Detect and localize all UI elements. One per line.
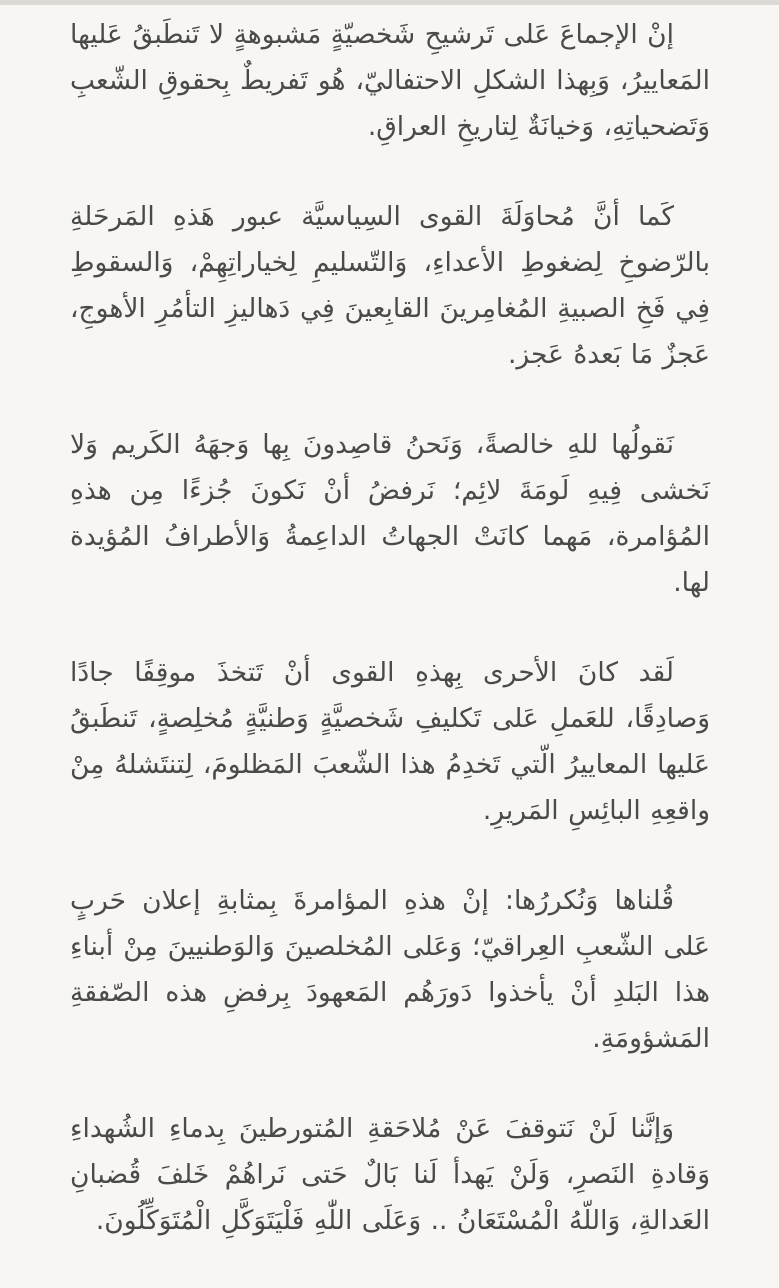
top-divider — [0, 0, 779, 5]
paragraph-4: لَقد كانَ الأحرى بِهذهِ القوى أنْ تَتخذَ موقِفًا جادًا وَصادِقًا، للعَملِ عَلى تَكليفِ شَخصيَّةٍ وَطنيَّةٍ مُخلِصةٍ، تَنطَبقُ عَليها المعاييرُ الّتي تَخدِمُ هذا الشّعبَ المَظلومَ، لِتنتَشلهُ مِنْ واقعِهِ البائِسِ المَريرِ. — [70, 657, 710, 826]
paragraph-3: نَقولُها للهِ خالصةً، وَنَحنُ قاصِدونَ بِها وَجهَهُ الكَريم وَلا نَخشى فِيهِ لَومَةَ لائِم؛ نَرفضُ أنْ نَكونَ جُزءًا مِن هذهِ المُؤامرة، مَهما كانَتْ الجهاتُ الداعِمةُ وَالأطرافُ المُؤيدة لها. — [70, 429, 710, 598]
paragraph-1: إنْ الإجماعَ عَلى تَرشيحِ شَخصيّةٍ مَشبوهةٍ لا تَنطَبقُ عَليها المَعاييرُ، وَبِهذا الشكلِ الاحتفاليّ، هُو تَفريطٌ بِحقوقِ الشّعبِ وَتَضحياتِهِ، وَخيانَةٌ لِتاريخِ العراقِ. — [70, 19, 710, 142]
paragraph-5: قُلناها وَنُكررُها: إنْ هذهِ المؤامرةَ بِمثابةِ إعلان حَربٍ عَلى الشّعبِ العِراقيّ؛ وَعَلى المُخلصينَ وَالوَطنيينَ مِنْ أبناءِ هذا البَلدِ أنْ يأخذوا دَورَهُم المَعهودَ بِرفضِ هذه الصّفقةِ المَشؤومَةِ. — [70, 885, 710, 1054]
article-body — [70, 12, 710, 1288]
paragraph-2: كَما أنَّ مُحاوَلَةَ القوى السِياسيَّة عبور هَذهِ المَرحَلةِ بالرّضوخِ لِضغوطِ الأعداءِ، وَالتّسليمِ لِخياراتِهِمْ، وَالسقوطِ فِي فَخِ الصبيةِ المُغامِرينَ القابِعينَ فِي دَهاليزِ التأمُرِ الأهوجِ، عَجزٌ مَا بَعدهُ عَجز. — [70, 201, 710, 370]
paragraph-6: وَإنَّنا لَنْ نَتوقفَ عَنْ مُلاحَقةِ المُتورطينَ بِدماءِ الشُهداءِ وَقادةِ النَصرِ، وَلَنْ يَهدأ لَنا بَالٌ حَتى نَراهُمْ خَلفَ قُضبانِ العَدالةِ، وَاللّهُ الْمُسْتَعَانُ .. وَعَلَى اللّٰهِ فَلْيَتَوَكَّلِ الْمُتَوَكِّلُونَ. — [70, 1113, 710, 1236]
